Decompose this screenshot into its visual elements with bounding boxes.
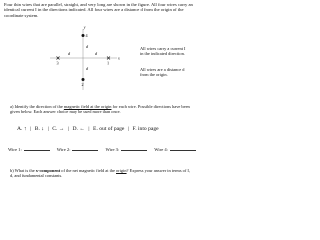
current-note: All wires carry a current I in the indicated direction. (140, 46, 186, 57)
wire-1-answer-blank[interactable] (24, 146, 50, 151)
distance-label-left: d (68, 51, 71, 56)
choice-into-page: F. into page (132, 126, 159, 132)
distance-note: All wires are a distance d from the origin. (140, 67, 185, 78)
wire-diagram (0, 0, 200, 191)
choice-right: C. → (52, 126, 65, 132)
wire-3-answer-blank[interactable] (121, 146, 147, 151)
question-a-underlined: magnetic field at the origin (63, 104, 112, 109)
wire-4-answer-blank[interactable] (170, 146, 196, 151)
choice-up: A. ↑ (17, 126, 27, 132)
y-axis-label: y (83, 24, 86, 30)
distance-label-right: d (95, 51, 98, 56)
question-b-bold: x-component (35, 168, 61, 173)
wire-1-answer: Wire 1: (8, 146, 50, 152)
wire-3-label: 3 (56, 60, 59, 66)
intro-text: Four thin wires that are parallel, straight, and very long are shown in the figure. All four wires carry an identical current I in the directions indicated. All four wires are a distance d from the origin of the coordinate system. (4, 2, 193, 18)
distance-label-bottom: d (86, 66, 89, 71)
distance-label-top: d (86, 44, 89, 49)
wire-2-label: 2 (81, 82, 84, 87)
choice-down: B. ↓ (34, 126, 45, 132)
wire-4-answer: Wire 4: (154, 146, 196, 152)
wire-4-label: 4 (85, 33, 88, 38)
question-b: b) What is the x-component of the net magnetic field at the origin? Express your answer in terms of I, d, and fundamental constants. (10, 168, 190, 179)
choice-left: D. ← (72, 126, 85, 132)
wire-2-out-of-page-icon (82, 78, 85, 81)
wire-3-answer: Wire 3: (106, 146, 148, 152)
choice-out-of-page: E. out of page (93, 126, 125, 132)
wire-1-label: 1 (107, 60, 110, 66)
question-b-underlined: origin (116, 168, 127, 173)
wire-2-answer: Wire 2: (57, 146, 99, 152)
answer-choices: A. ↑ | B. ↓ | C. → | D. ← | E. out of page | F. into page (14, 126, 162, 132)
wire-2-answer-blank[interactable] (72, 146, 98, 151)
question-a: a) Identify the direction of the magnetic field at the origin for each wire. Possible directions have been given below. Each answer choice may be used more than once. (10, 104, 190, 115)
wire-4-out-of-page-icon (82, 34, 85, 37)
x-axis-label: x (118, 55, 120, 61)
wire-answer-row (8, 146, 196, 152)
